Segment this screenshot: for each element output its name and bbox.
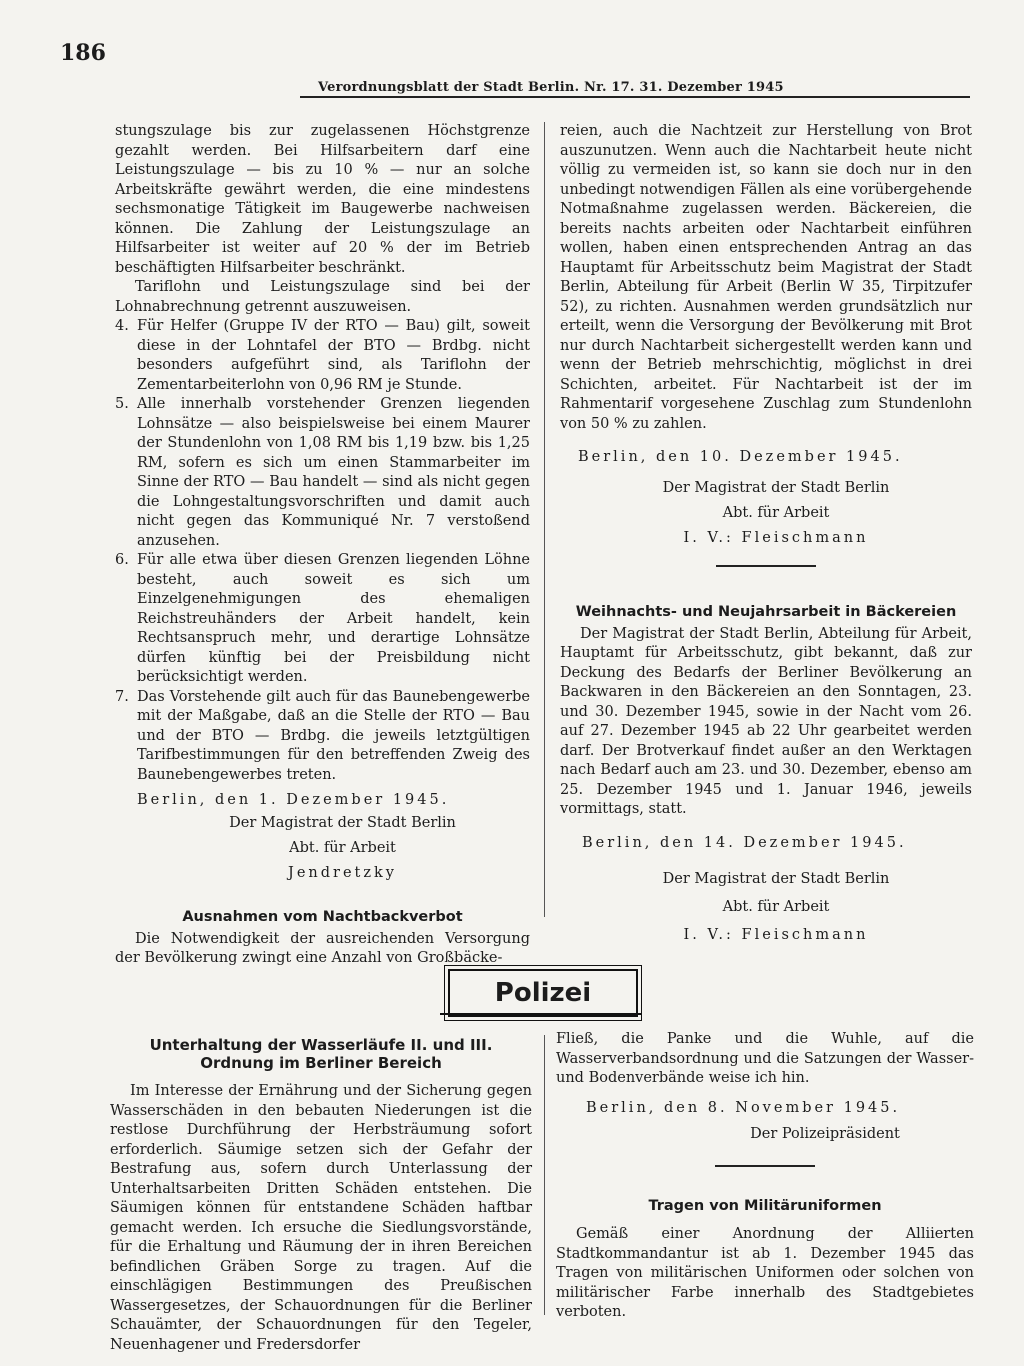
- list-item: [115, 317, 530, 395]
- item-text: Das Vorstehende gilt auch für das Baunebengewerbe mit der Maßgabe, daß an die Stelle der RTO — Bau und der BTO — Brdbg. die jeweils letztgültigen Tarifbestimmungen für den betreffenden Zweig des Baunebengewerbes treten.: [137, 688, 530, 783]
- section-heading: Ausnahmen vom Nachtbackverbot: [182, 908, 463, 925]
- running-header: Verordnungsblatt der Stadt Berlin. Nr. 17. 31. Dezember 1945: [318, 80, 784, 95]
- signature-name: Jendretzky: [288, 864, 397, 881]
- signature-authority: Der Magistrat der Stadt Berlin: [662, 479, 890, 496]
- banner-rule: [440, 1013, 642, 1015]
- date-line: Berlin, den 14. Dezember 1945.: [582, 834, 907, 851]
- signature-authority: Der Magistrat der Stadt Berlin: [229, 814, 456, 831]
- right-column: [560, 122, 972, 949]
- section-heading: Unterhaltung der Wasserläufe II. und III. Ordnung im Berliner Bereich: [149, 1036, 493, 1072]
- paragraph: Die Notwendigkeit der ausreichenden Versorgung der Bevölkerung zwingt eine Anzahl von Großbäcke-: [115, 930, 530, 966]
- list-item: [115, 395, 530, 551]
- section-banner-label: Polizei: [494, 978, 592, 1008]
- signature-authority: Der Magistrat der Stadt Berlin: [662, 871, 890, 887]
- section-banner: [448, 969, 638, 1017]
- item-text: Für alle etwa über diesen Grenzen liegenden Löhne besteht, auch soweit es sich um Einzelgenehmigungen des ehemaligen Reichstreuhänders der Arbeit handelt, kein Rechtsanspruch mehr, und derartige Lohnsätze dürfen künftig bei der Preisbildung nicht berücksichtigt werden.: [137, 552, 530, 685]
- item-text: Alle innerhalb vorstehender Grenzen liegenden Lohnsätze — also beispielsweise bei einem Maurer der Stundenlohn von 1,08 RM bis 1,19 bzw. bis 1,25 RM, sofern es sich um einen Stammarbeiter im Sinne der RTO — Bau handelt — sind als nicht gegen die Lohngestaltungsvorschriften und damit auch nicht gegen das Kommuniqué Nr. 7 verstoßend anzusehen.: [137, 396, 530, 549]
- column-divider: [544, 1035, 545, 1315]
- bottom-right-column: [556, 1030, 974, 1323]
- signature-name: I. V.: Fleischmann: [683, 927, 869, 943]
- signature-block: [676, 1122, 974, 1147]
- list-item: [115, 688, 530, 786]
- signature-block: [580, 865, 972, 949]
- signature-department: Abt. für Arbeit: [289, 839, 396, 856]
- paragraph: Tariflohn und Leistungszulage sind bei der Lohnabrechnung getrennt auszuweisen.: [115, 279, 530, 315]
- item-number: 5.: [115, 396, 129, 412]
- section-heading: Weihnachts- und Neujahrsarbeit in Bäckereien: [575, 603, 957, 620]
- paragraph: Fließ, die Panke und die Wuhle, auf die Wasserverbandsordnung und die Satzungen der Wasser- und Bodenverbände weise ich hin.: [556, 1031, 974, 1086]
- item-number: 4.: [115, 318, 129, 334]
- item-number: 7.: [115, 688, 129, 705]
- signature-authority: Der Polizeipräsident: [750, 1126, 900, 1142]
- header-rule: [300, 96, 970, 98]
- item-text: Für Helfer (Gruppe IV der RTO — Bau) gilt, soweit diese in der Lohntafel der BTO — Brdbg. nicht besonders aufgeführt sind, als Tariflohn der Zementarbeiterlohn von 0,96 RM je Stunde.: [137, 318, 530, 393]
- paragraph: stungszulage bis zur zugelassenen Höchstgrenze gezahlt werden. Bei Hilfsarbeitern darf eine Leistungszulage — bis zu 10 % — nur an solche Arbeitskräfte gewährt werden, die eine mindestens sechsmonatige Tätigkeit im Baugewerbe nachweisen können. Die Zahlung der Leistungszulage an Hilfsarbeiter ist weiter auf 20 % der im Betrieb beschäftigten Hilfsarbeiter beschränkt.: [115, 123, 530, 276]
- signature-department: Abt. für Arbeit: [722, 504, 830, 521]
- section-rule: [715, 1165, 815, 1167]
- bottom-left-column: [110, 1036, 532, 1355]
- paragraph: Gemäß einer Anordnung der Alliierten Stadtkommandantur ist ab 1. Dezember 1945 das Tragen von militärischen Uniformen oder solchen von militärischer Farbe innerhalb des Stadtgebietes verboten.: [556, 1226, 974, 1320]
- column-divider: [544, 122, 545, 917]
- left-column: [115, 122, 530, 969]
- section-heading: Tragen von Militäruniformen: [648, 1198, 882, 1214]
- paragraph: reien, auch die Nachtzeit zur Herstellung von Brot auszunutzen. Wenn auch die Nachtarbeit heute nicht völlig zu vermeiden ist, so kann sie doch nur in den unbedingt notwendigen Fällen als eine vorübergehende Notmaßnahme zugelassen werden. Bäckereien, die bereits nachts arbeiten oder Nachtarbeit einführen wollen, haben einen entsprechenden Antrag an das Hauptamt für Arbeitsschutz beim Magistrat der Stadt Berlin, Abteilung für Arbeit (Berlin W 35, Tirpitzufer 52), zu richten. Ausnahmen werden grundsätzlich nur erteilt, wenn die Versorgung der Bevölkerung mit Brot nur durch Nachtarbeit sichergestellt werden kann und wenn der Betrieb mehrschichtig, möglichst in drei Schichten, arbeitet. Für Nachtarbeit ist der im Rahmentarif vorgesehene Zuschlag zum Stundenlohn von 50 % zu zahlen.: [560, 123, 972, 432]
- numbered-list: [115, 317, 530, 785]
- date-line: Berlin, den 1. Dezember 1945.: [137, 792, 450, 808]
- signature-block: [580, 476, 972, 551]
- list-item: [115, 551, 530, 688]
- page-number: 186: [60, 40, 106, 66]
- signature-department: Abt. für Arbeit: [722, 899, 830, 915]
- paragraph: Der Magistrat der Stadt Berlin, Abteilung für Arbeit, Hauptamt für Arbeitsschutz, gibt bekannt, daß zur Deckung des Bedarfs der Berliner Bevölkerung an Backwaren in den Bäckereien an den Sonntagen, 23. und 30. Dezember 1945, sowie in der Nacht vom 26. auf 27. Dezember 1945 ab 22 Uhr gearbeitet werden darf. Der Brotverkauf findet außer an den Werktagen nach Bedarf auch am 23. und 30. Dezember, ebenso am 25. Dezember 1945 und 1. Januar 1946, jeweils vormittags, statt.: [560, 625, 972, 817]
- section-rule: [716, 565, 816, 567]
- paragraph: Im Interesse der Ernährung und der Sicherung gegen Wasserschäden in den bebauten Niederungen ist die restlose Durchführung der Herbsträumung sofort erforderlich. Säumige setzen sich der Gefahr der Bestrafung aus, sofern durch Unterlassung der Unterhaltsarbeiten Dritten Schäden entstehen. Die Säumigen können für entstandene Schäden haftbar gemacht werden. Ich ersuche die Siedlungsvorstände, für die Erhaltung und Räumung der in ihren Bereichen befindlichen Gräben Sorge zu tragen. Auf die einschlägigen Bestimmungen des Preußischen Wassergesetzes, der Schauordnungen für die Berliner Schauämter, der Schauordnungen für den Tegeler, Neuenhagener und Fredersdorfer: [110, 1083, 532, 1353]
- signature-block: [155, 811, 530, 886]
- date-line: Berlin, den 8. November 1945.: [586, 1099, 901, 1116]
- item-number: 6.: [115, 552, 129, 568]
- signature-name: I. V.: Fleischmann: [683, 529, 869, 546]
- date-line: Berlin, den 10. Dezember 1945.: [578, 449, 903, 465]
